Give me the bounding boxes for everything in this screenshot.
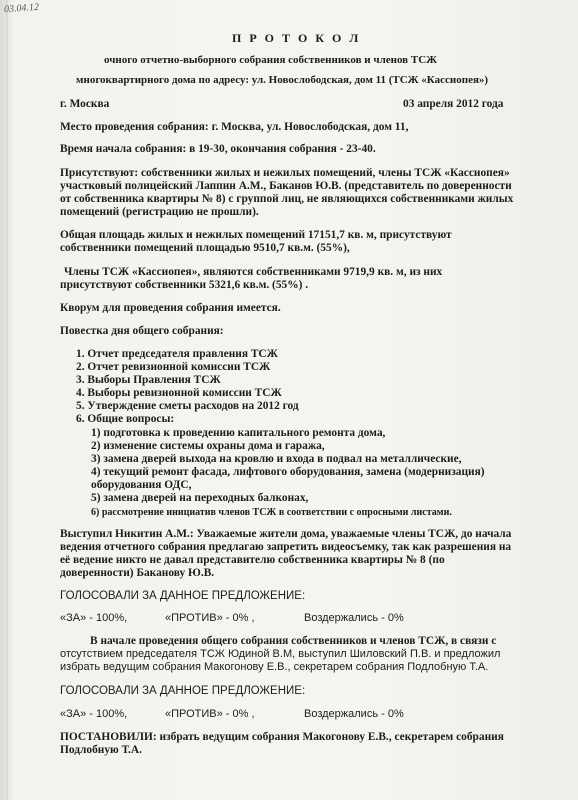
resolution-line: Подлобную Т.А.: [60, 744, 142, 756]
vote-against: «ПРОТИВ» - 0% ,: [165, 612, 255, 624]
general-question: 2) изменение системы охраны дома и гаража,: [91, 440, 325, 452]
corner-handwritten-mark: 03.04.12: [3, 1, 40, 16]
vote-against: «ПРОТИВ» - 0% ,: [165, 708, 255, 720]
vote-for: «ЗА» - 100%,: [60, 612, 128, 624]
speech-line: доверенности) Баканову Ю.В.: [60, 567, 215, 579]
city: г. Москва: [60, 98, 110, 110]
paragraph-line: избрать ведущим собрания Макогонову Е.В., секретарем собрания Подлобную Т.А.: [60, 661, 489, 673]
paragraph-line: отсутствием председателя ТСЖ Юдиной В.М, выступил Шиловский П.В. и предложил: [60, 648, 501, 660]
agenda-item: 3. Выборы Правления ТСЖ: [76, 374, 221, 386]
general-question: 4) текущий ремонт фасада, лифтового оборудования, замена (модернизация): [91, 466, 485, 478]
document-title: П Р О Т О К О Л: [232, 31, 361, 45]
present-line: помещений (регистрацию не прошли).: [60, 206, 259, 218]
subtitle-line-2: многоквартирного дома по адресу: ул. Новослободская, дом 11 (ТСЖ «Кассиопея»): [76, 74, 489, 86]
general-question: 3) замена дверей выхода на кровлю и входа в подвал на металлические,: [91, 453, 462, 465]
speech-line: её ведение никто не давал представителю собственника квартиры № 8 (по: [60, 554, 445, 566]
present-line: Присутствуют: собственники жилых и нежилых помещений, члены ТСЖ «Кассиопея»: [60, 167, 510, 179]
agenda-item: 1. Отчет председателя правления ТСЖ: [76, 348, 278, 360]
speech-line: Выступил Никитин А.М.: Уважаемые жители дома, уважаемые члены ТСЖ, до начала: [60, 528, 512, 540]
page-fold-shadow: [6, 0, 8, 800]
vote-abstain: Воздержались - 0%: [304, 708, 404, 720]
vote-heading: ГОЛОСОВАЛИ ЗА ДАННОЕ ПРЕДЛОЖЕНИЕ:: [60, 590, 306, 602]
agenda-item: 5. Утверждение сметы расходов на 2012 год: [76, 400, 299, 412]
general-question: 5) замена дверей на переходных балконах,: [91, 492, 309, 504]
agenda-title: Повестка дня общего собрания:: [60, 325, 224, 337]
subtitle-line-1: очного отчетно-выборного собрания собственников и членов ТСЖ: [104, 54, 438, 66]
document-date: 03 апреля 2012 года: [403, 98, 504, 110]
paragraph-line: В начале проведения общего собрания собственников и членов ТСЖ, в связи с: [90, 635, 497, 647]
agenda-item: 6. Общие вопросы:: [76, 413, 175, 425]
area-line: собственники помещений площадью 9510,7 кв.м. (55%),: [60, 242, 350, 254]
present-line: от собственника квартиры № 8) с группой лиц, не являющихся собственниками жилых: [60, 193, 514, 205]
members-line: Члены ТСЖ «Кассиопея», являются собственниками 9719,9 кв. м, из них: [64, 266, 443, 278]
present-line: участковый полицейский Лаппин А.М., Баканов Ю.В. (представитель по доверенности: [60, 180, 512, 192]
area-line: Общая площадь жилых и нежилых помещений 17151,7 кв. м, присутствуют: [60, 229, 452, 241]
quorum: Кворум для проведения собрания имеется.: [60, 302, 281, 314]
vote-heading: ГОЛОСОВАЛИ ЗА ДАННОЕ ПРЕДЛОЖЕНИЕ:: [60, 685, 306, 697]
resolution-line: ПОСТАНОВИЛИ: избрать ведущим собрания Макогонову Е.В., секретарем собрания: [60, 731, 504, 743]
members-line: присутствуют собственники 5321,6 кв.м. (55%) .: [60, 279, 309, 291]
vote-abstain: Воздержались - 0%: [304, 612, 404, 624]
speech-line: ведения отчетного собрания предлагаю запретить видеосъемку, так как разрешения на: [60, 541, 512, 553]
vote-for: «ЗА» - 100%,: [60, 708, 128, 720]
agenda-item: 2. Отчет ревизионной комиссии ТСЖ: [76, 361, 271, 373]
meeting-place: Место проведения собрания: г. Москва, ул. Новослободская, дом 11,: [60, 121, 409, 133]
general-question: 1) подготовка к проведению капитального ремонта дома,: [91, 427, 386, 439]
general-question: оборудования ОДС,: [91, 479, 192, 491]
agenda-item: 4. Выборы ревизионной комиссии ТСЖ: [76, 387, 282, 399]
general-question: 6) рассмотрение инициатив членов ТСЖ в соответствии с опросными листами.: [91, 507, 452, 518]
meeting-time: Время начала собрания: в 19-30, окончания собрания - 23-40.: [60, 143, 376, 155]
